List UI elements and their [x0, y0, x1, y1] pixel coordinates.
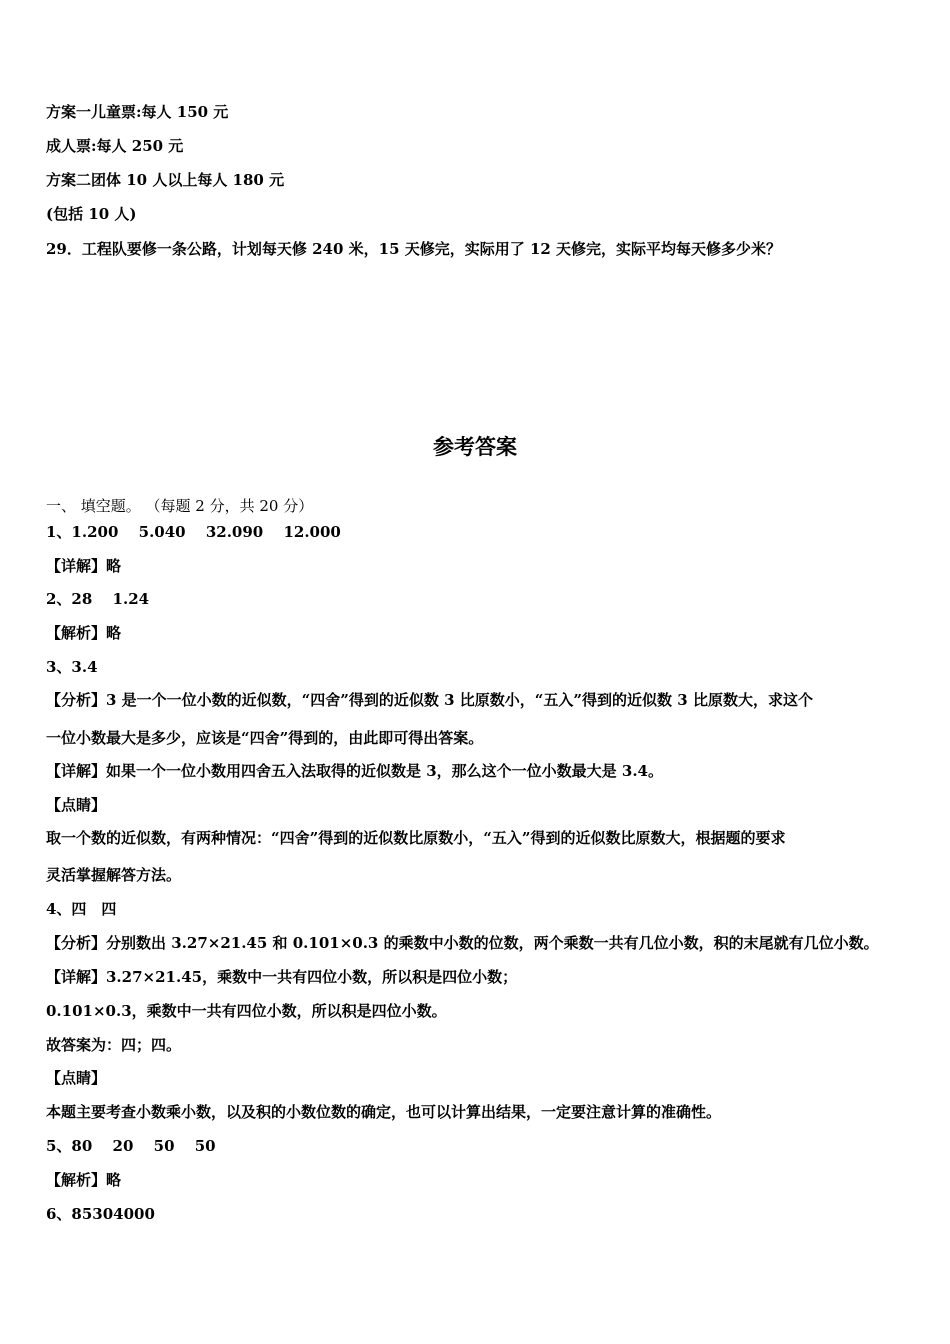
answer-line: 故答案为：四；四。	[46, 1036, 182, 1054]
top-line-1: 方案一儿童票:每人 150 元	[46, 103, 229, 121]
answer-line: 【点睛】	[46, 1069, 107, 1087]
answer-line: 【详解】3.27×21.45，乘数中一共有四位小数，所以积是四位小数；	[46, 968, 518, 986]
answer-line: 本题主要考查小数乘小数，以及积的小数位数的确定，也可以计算出结果，一定要注意计算的准确性。	[46, 1103, 722, 1121]
answer-line: 灵活掌握解答方法。	[46, 866, 182, 884]
answer-line: 【详解】如果一个一位小数用四舍五入法取得的近似数是 3，那么这个一位小数最大是 3.4。	[46, 762, 663, 780]
top-line-3: 方案二团体 10 人以上每人 180 元	[46, 171, 285, 189]
answer-line: 5、80 20 50 50	[46, 1137, 216, 1155]
answer-line: 【详解】略	[46, 557, 122, 575]
section1-title: 一、 填空题。 （每题 2 分，共 20 分）	[46, 497, 314, 515]
answer-line: 取一个数的近似数，有两种情况：“四舍”得到的近似数比原数小，“五入”得到的近似数比原数大，根据题的要求	[46, 829, 786, 847]
answer-line: 2、28 1.24	[46, 590, 150, 608]
top-line-2: 成人票:每人 250 元	[46, 137, 184, 155]
answer-line: 1、1.200 5.040 32.090 12.000	[46, 523, 341, 541]
answer-line: 【分析】分别数出 3.27×21.45 和 0.101×0.3 的乘数中小数的位数，两个乘数一共有几位小数，积的末尾就有几位小数。	[46, 934, 879, 952]
answer-line: 【分析】3 是一个一位小数的近似数，“四舍”得到的近似数 3 比原数小，“五入”得到的近似数 3 比原数大，求这个	[46, 691, 813, 709]
answer-line: 4、四 四	[46, 900, 117, 918]
top-line-4: (包括 10 人)	[46, 205, 137, 223]
answer-title: 参考答案	[433, 434, 517, 459]
answer-line: 【点睛】	[46, 796, 107, 814]
question-29: 29．工程队要修一条公路，计划每天修 240 米，15 天修完，实际用了 12 天修完，实际平均每天修多少米？	[46, 240, 782, 258]
answer-line: 【解析】略	[46, 1171, 122, 1189]
answer-line: 0.101×0.3，乘数中一共有四位小数，所以积是四位小数。	[46, 1002, 447, 1020]
answer-line: 6、85304000	[46, 1205, 155, 1223]
answer-line: 一位小数最大是多少，应该是“四舍”得到的，由此即可得出答案。	[46, 729, 484, 747]
answer-line: 3、3.4	[46, 658, 98, 676]
answer-line: 【解析】略	[46, 624, 122, 642]
